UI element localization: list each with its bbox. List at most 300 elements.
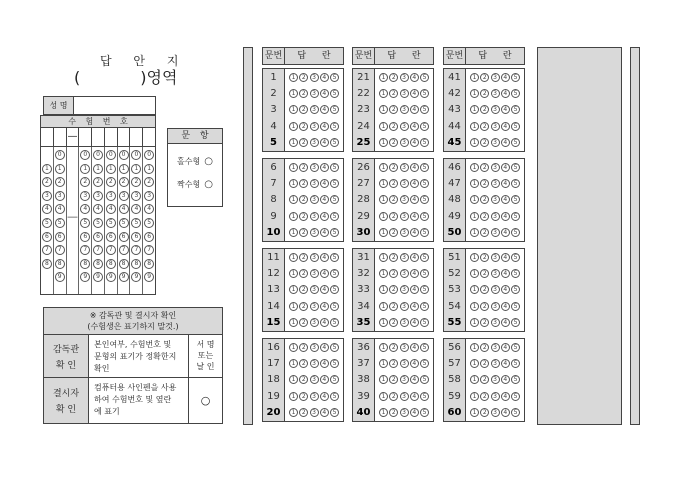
exam-digit-bubble-9[interactable]: 9	[80, 272, 90, 282]
answer-bubble-q34-4[interactable]: 4	[410, 302, 419, 311]
answer-bubble-q47-1[interactable]: 1	[470, 179, 479, 188]
exam-number-digit-cell-7[interactable]	[118, 128, 131, 146]
answer-bubble-q8-5[interactable]: 5	[330, 195, 339, 204]
answer-bubble-q37-5[interactable]: 5	[420, 359, 429, 368]
answer-bubble-q36-2[interactable]: 2	[389, 343, 398, 352]
answer-bubble-q48-5[interactable]: 5	[511, 195, 520, 204]
exam-digit-bubble-0[interactable]: 0	[80, 150, 90, 160]
answer-bubble-q10-5[interactable]: 5	[330, 228, 339, 237]
answer-bubble-q4-2[interactable]: 2	[299, 122, 308, 131]
answer-bubble-q37-3[interactable]: 3	[400, 359, 409, 368]
answer-bubble-q40-4[interactable]: 4	[410, 408, 419, 417]
answer-bubble-q37-2[interactable]: 2	[389, 359, 398, 368]
answer-bubble-q10-1[interactable]: 1	[289, 228, 298, 237]
answer-bubble-q29-3[interactable]: 3	[400, 212, 409, 221]
exam-digit-bubble-3[interactable]: 3	[106, 191, 116, 201]
answer-bubble-q43-5[interactable]: 5	[511, 105, 520, 114]
answer-bubble-q29-5[interactable]: 5	[420, 212, 429, 221]
answer-bubble-q11-4[interactable]: 4	[320, 253, 329, 262]
exam-digit-bubble-2[interactable]: 2	[42, 177, 52, 187]
answer-bubble-q52-5[interactable]: 5	[511, 269, 520, 278]
answer-bubble-q5-3[interactable]: 3	[310, 138, 319, 147]
answer-bubble-q53-3[interactable]: 3	[491, 285, 500, 294]
answer-bubble-q5-2[interactable]: 2	[299, 138, 308, 147]
answer-bubble-q58-4[interactable]: 4	[501, 375, 510, 384]
answer-bubble-q15-2[interactable]: 2	[299, 318, 308, 327]
answer-bubble-q3-3[interactable]: 3	[310, 105, 319, 114]
answer-bubble-q39-3[interactable]: 3	[400, 392, 409, 401]
answer-bubble-q31-2[interactable]: 2	[389, 253, 398, 262]
answer-bubble-q26-1[interactable]: 1	[379, 163, 388, 172]
answer-bubble-q58-2[interactable]: 2	[480, 375, 489, 384]
answer-bubble-q23-3[interactable]: 3	[400, 105, 409, 114]
answer-bubble-q4-1[interactable]: 1	[289, 122, 298, 131]
exam-digit-bubble-1[interactable]: 1	[144, 164, 154, 174]
answer-bubble-q3-1[interactable]: 1	[289, 105, 298, 114]
answer-bubble-q39-1[interactable]: 1	[379, 392, 388, 401]
answer-bubble-q51-2[interactable]: 2	[480, 253, 489, 262]
exam-digit-bubble-5[interactable]: 5	[93, 218, 103, 228]
answer-bubble-q30-2[interactable]: 2	[389, 228, 398, 237]
answer-bubble-q35-3[interactable]: 3	[400, 318, 409, 327]
answer-bubble-q37-1[interactable]: 1	[379, 359, 388, 368]
exam-digit-bubble-0[interactable]: 0	[131, 150, 141, 160]
answer-bubble-q34-2[interactable]: 2	[389, 302, 398, 311]
answer-bubble-q57-3[interactable]: 3	[491, 359, 500, 368]
answer-bubble-q50-4[interactable]: 4	[501, 228, 510, 237]
answer-bubble-q43-2[interactable]: 2	[480, 105, 489, 114]
answer-bubble-q24-4[interactable]: 4	[410, 122, 419, 131]
answer-bubble-q51-5[interactable]: 5	[511, 253, 520, 262]
answer-bubble-q23-5[interactable]: 5	[420, 105, 429, 114]
answer-bubble-q47-3[interactable]: 3	[491, 179, 500, 188]
answer-bubble-q31-4[interactable]: 4	[410, 253, 419, 262]
exam-digit-bubble-2[interactable]: 2	[55, 177, 65, 187]
answer-bubble-q8-1[interactable]: 1	[289, 195, 298, 204]
answer-bubble-q56-5[interactable]: 5	[511, 343, 520, 352]
answer-bubble-q33-4[interactable]: 4	[410, 285, 419, 294]
exam-digit-bubble-9[interactable]: 9	[119, 272, 129, 282]
answer-bubble-q20-1[interactable]: 1	[289, 408, 298, 417]
answer-bubble-q16-4[interactable]: 4	[320, 343, 329, 352]
answer-bubble-q11-2[interactable]: 2	[299, 253, 308, 262]
exam-number-digit-cell-2[interactable]	[54, 128, 67, 146]
answer-bubble-q43-3[interactable]: 3	[491, 105, 500, 114]
answer-bubble-q49-2[interactable]: 2	[480, 212, 489, 221]
exam-digit-bubble-5[interactable]: 5	[80, 218, 90, 228]
answer-bubble-q56-1[interactable]: 1	[470, 343, 479, 352]
answer-bubble-q52-2[interactable]: 2	[480, 269, 489, 278]
answer-bubble-q33-3[interactable]: 3	[400, 285, 409, 294]
answer-bubble-q15-5[interactable]: 5	[330, 318, 339, 327]
answer-bubble-q16-3[interactable]: 3	[310, 343, 319, 352]
exam-number-digit-cell-9[interactable]	[143, 128, 155, 146]
answer-bubble-q22-1[interactable]: 1	[379, 89, 388, 98]
answer-bubble-q27-2[interactable]: 2	[389, 179, 398, 188]
answer-bubble-q21-5[interactable]: 5	[420, 73, 429, 82]
exam-digit-bubble-2[interactable]: 2	[80, 177, 90, 187]
answer-bubble-q13-4[interactable]: 4	[320, 285, 329, 294]
answer-bubble-q40-3[interactable]: 3	[400, 408, 409, 417]
answer-bubble-q50-5[interactable]: 5	[511, 228, 520, 237]
answer-bubble-q23-1[interactable]: 1	[379, 105, 388, 114]
answer-bubble-q40-5[interactable]: 5	[420, 408, 429, 417]
exam-digit-bubble-3[interactable]: 3	[80, 191, 90, 201]
exam-digit-bubble-1[interactable]: 1	[106, 164, 116, 174]
answer-bubble-q17-5[interactable]: 5	[330, 359, 339, 368]
answer-bubble-q17-4[interactable]: 4	[320, 359, 329, 368]
exam-digit-bubble-5[interactable]: 5	[55, 218, 65, 228]
answer-bubble-q59-4[interactable]: 4	[501, 392, 510, 401]
answer-bubble-q47-2[interactable]: 2	[480, 179, 489, 188]
answer-bubble-q16-1[interactable]: 1	[289, 343, 298, 352]
answer-bubble-q21-4[interactable]: 4	[410, 73, 419, 82]
answer-bubble-q2-3[interactable]: 3	[310, 89, 319, 98]
answer-bubble-q54-2[interactable]: 2	[480, 302, 489, 311]
answer-bubble-q60-1[interactable]: 1	[470, 408, 479, 417]
exam-digit-bubble-8[interactable]: 8	[93, 259, 103, 269]
answer-bubble-q2-4[interactable]: 4	[320, 89, 329, 98]
answer-bubble-q10-3[interactable]: 3	[310, 228, 319, 237]
answer-bubble-q26-3[interactable]: 3	[400, 163, 409, 172]
answer-bubble-q60-2[interactable]: 2	[480, 408, 489, 417]
answer-bubble-q1-2[interactable]: 2	[299, 73, 308, 82]
answer-bubble-q59-5[interactable]: 5	[511, 392, 520, 401]
exam-digit-bubble-2[interactable]: 2	[144, 177, 154, 187]
answer-bubble-q45-2[interactable]: 2	[480, 138, 489, 147]
answer-bubble-q60-5[interactable]: 5	[511, 408, 520, 417]
answer-bubble-q56-2[interactable]: 2	[480, 343, 489, 352]
exam-digit-bubble-5[interactable]: 5	[119, 218, 129, 228]
answer-bubble-q5-1[interactable]: 1	[289, 138, 298, 147]
answer-bubble-q45-3[interactable]: 3	[491, 138, 500, 147]
answer-bubble-q25-3[interactable]: 3	[400, 138, 409, 147]
answer-bubble-q53-1[interactable]: 1	[470, 285, 479, 294]
exam-digit-bubble-3[interactable]: 3	[42, 191, 52, 201]
exam-digit-bubble-0[interactable]: 0	[93, 150, 103, 160]
answer-bubble-q11-1[interactable]: 1	[289, 253, 298, 262]
answer-bubble-q56-4[interactable]: 4	[501, 343, 510, 352]
answer-bubble-q42-2[interactable]: 2	[480, 89, 489, 98]
exam-digit-bubble-6[interactable]: 6	[131, 232, 141, 242]
answer-bubble-q38-1[interactable]: 1	[379, 375, 388, 384]
exam-digit-bubble-2[interactable]: 2	[119, 177, 129, 187]
answer-bubble-q33-2[interactable]: 2	[389, 285, 398, 294]
answer-bubble-q33-5[interactable]: 5	[420, 285, 429, 294]
answer-bubble-q38-2[interactable]: 2	[389, 375, 398, 384]
answer-bubble-q21-3[interactable]: 3	[400, 73, 409, 82]
answer-bubble-q47-4[interactable]: 4	[501, 179, 510, 188]
answer-bubble-q57-5[interactable]: 5	[511, 359, 520, 368]
answer-bubble-q21-2[interactable]: 2	[389, 73, 398, 82]
answer-bubble-q7-5[interactable]: 5	[330, 179, 339, 188]
answer-bubble-q6-2[interactable]: 2	[299, 163, 308, 172]
exam-digit-bubble-8[interactable]: 8	[55, 259, 65, 269]
answer-bubble-q15-3[interactable]: 3	[310, 318, 319, 327]
answer-bubble-q4-3[interactable]: 3	[310, 122, 319, 131]
answer-bubble-q9-4[interactable]: 4	[320, 212, 329, 221]
answer-bubble-q50-3[interactable]: 3	[491, 228, 500, 237]
answer-bubble-q48-2[interactable]: 2	[480, 195, 489, 204]
answer-bubble-q35-5[interactable]: 5	[420, 318, 429, 327]
answer-bubble-q55-3[interactable]: 3	[491, 318, 500, 327]
answer-bubble-q8-3[interactable]: 3	[310, 195, 319, 204]
answer-bubble-q49-1[interactable]: 1	[470, 212, 479, 221]
answer-bubble-q4-5[interactable]: 5	[330, 122, 339, 131]
exam-digit-bubble-7[interactable]: 7	[80, 245, 90, 255]
answer-bubble-q51-4[interactable]: 4	[501, 253, 510, 262]
answer-bubble-q55-5[interactable]: 5	[511, 318, 520, 327]
answer-bubble-q23-2[interactable]: 2	[389, 105, 398, 114]
exam-digit-bubble-6[interactable]: 6	[55, 232, 65, 242]
exam-number-digit-cell-1[interactable]	[41, 128, 54, 146]
answer-bubble-q13-3[interactable]: 3	[310, 285, 319, 294]
answer-bubble-q9-3[interactable]: 3	[310, 212, 319, 221]
answer-bubble-q20-5[interactable]: 5	[330, 408, 339, 417]
exam-number-digit-cell-4[interactable]	[79, 128, 92, 146]
answer-bubble-q28-5[interactable]: 5	[420, 195, 429, 204]
answer-bubble-q22-4[interactable]: 4	[410, 89, 419, 98]
answer-bubble-q44-1[interactable]: 1	[470, 122, 479, 131]
answer-bubble-q48-3[interactable]: 3	[491, 195, 500, 204]
exam-digit-bubble-6[interactable]: 6	[42, 232, 52, 242]
exam-digit-bubble-7[interactable]: 7	[93, 245, 103, 255]
answer-bubble-q9-1[interactable]: 1	[289, 212, 298, 221]
answer-bubble-q32-3[interactable]: 3	[400, 269, 409, 278]
exam-digit-bubble-7[interactable]: 7	[106, 245, 116, 255]
answer-bubble-q53-5[interactable]: 5	[511, 285, 520, 294]
answer-bubble-q28-3[interactable]: 3	[400, 195, 409, 204]
answer-bubble-q26-2[interactable]: 2	[389, 163, 398, 172]
answer-bubble-q33-1[interactable]: 1	[379, 285, 388, 294]
answer-bubble-q60-3[interactable]: 3	[491, 408, 500, 417]
answer-bubble-q58-5[interactable]: 5	[511, 375, 520, 384]
answer-bubble-q44-2[interactable]: 2	[480, 122, 489, 131]
exam-digit-bubble-4[interactable]: 4	[42, 204, 52, 214]
answer-bubble-q59-2[interactable]: 2	[480, 392, 489, 401]
answer-bubble-q46-3[interactable]: 3	[491, 163, 500, 172]
answer-bubble-q35-1[interactable]: 1	[379, 318, 388, 327]
answer-bubble-q19-5[interactable]: 5	[330, 392, 339, 401]
exam-digit-bubble-3[interactable]: 3	[131, 191, 141, 201]
answer-bubble-q24-3[interactable]: 3	[400, 122, 409, 131]
answer-bubble-q2-1[interactable]: 1	[289, 89, 298, 98]
exam-digit-bubble-9[interactable]: 9	[93, 272, 103, 282]
answer-bubble-q20-4[interactable]: 4	[320, 408, 329, 417]
exam-digit-bubble-0[interactable]: 0	[144, 150, 154, 160]
name-input[interactable]	[74, 97, 155, 114]
answer-bubble-q6-1[interactable]: 1	[289, 163, 298, 172]
exam-digit-bubble-6[interactable]: 6	[93, 232, 103, 242]
answer-bubble-q45-5[interactable]: 5	[511, 138, 520, 147]
exam-digit-bubble-3[interactable]: 3	[144, 191, 154, 201]
answer-bubble-q41-3[interactable]: 3	[491, 73, 500, 82]
answer-bubble-q31-1[interactable]: 1	[379, 253, 388, 262]
answer-bubble-q35-2[interactable]: 2	[389, 318, 398, 327]
answer-bubble-q57-2[interactable]: 2	[480, 359, 489, 368]
answer-bubble-q58-3[interactable]: 3	[491, 375, 500, 384]
answer-bubble-q40-2[interactable]: 2	[389, 408, 398, 417]
answer-bubble-q27-5[interactable]: 5	[420, 179, 429, 188]
answer-bubble-q44-5[interactable]: 5	[511, 122, 520, 131]
answer-bubble-q14-1[interactable]: 1	[289, 302, 298, 311]
answer-bubble-q48-1[interactable]: 1	[470, 195, 479, 204]
answer-bubble-q14-2[interactable]: 2	[299, 302, 308, 311]
answer-bubble-q40-1[interactable]: 1	[379, 408, 388, 417]
exam-digit-bubble-5[interactable]: 5	[106, 218, 116, 228]
answer-bubble-q49-4[interactable]: 4	[501, 212, 510, 221]
answer-bubble-q6-4[interactable]: 4	[320, 163, 329, 172]
answer-bubble-q53-4[interactable]: 4	[501, 285, 510, 294]
answer-bubble-q49-5[interactable]: 5	[511, 212, 520, 221]
answer-bubble-q32-4[interactable]: 4	[410, 269, 419, 278]
exam-digit-bubble-7[interactable]: 7	[42, 245, 52, 255]
answer-bubble-q36-4[interactable]: 4	[410, 343, 419, 352]
answer-bubble-q12-5[interactable]: 5	[330, 269, 339, 278]
exam-digit-bubble-1[interactable]: 1	[80, 164, 90, 174]
answer-bubble-q18-1[interactable]: 1	[289, 375, 298, 384]
answer-bubble-q38-4[interactable]: 4	[410, 375, 419, 384]
answer-bubble-q24-5[interactable]: 5	[420, 122, 429, 131]
answer-bubble-q24-2[interactable]: 2	[389, 122, 398, 131]
answer-bubble-q25-2[interactable]: 2	[389, 138, 398, 147]
answer-bubble-q42-5[interactable]: 5	[511, 89, 520, 98]
exam-digit-bubble-1[interactable]: 1	[42, 164, 52, 174]
answer-bubble-q17-3[interactable]: 3	[310, 359, 319, 368]
answer-bubble-q50-2[interactable]: 2	[480, 228, 489, 237]
exam-digit-bubble-8[interactable]: 8	[106, 259, 116, 269]
answer-bubble-q5-4[interactable]: 4	[320, 138, 329, 147]
answer-bubble-q28-1[interactable]: 1	[379, 195, 388, 204]
exam-digit-bubble-5[interactable]: 5	[42, 218, 52, 228]
answer-bubble-q38-5[interactable]: 5	[420, 375, 429, 384]
answer-bubble-q29-4[interactable]: 4	[410, 212, 419, 221]
answer-bubble-q13-2[interactable]: 2	[299, 285, 308, 294]
exam-digit-bubble-8[interactable]: 8	[119, 259, 129, 269]
exam-digit-bubble-3[interactable]: 3	[93, 191, 103, 201]
exam-digit-bubble-5[interactable]: 5	[144, 218, 154, 228]
confirm-row-sign-cell[interactable]	[189, 378, 222, 423]
answer-bubble-q46-1[interactable]: 1	[470, 163, 479, 172]
exam-digit-bubble-2[interactable]: 2	[93, 177, 103, 187]
exam-digit-bubble-6[interactable]: 6	[144, 232, 154, 242]
answer-bubble-q30-5[interactable]: 5	[420, 228, 429, 237]
answer-bubble-q55-1[interactable]: 1	[470, 318, 479, 327]
exam-digit-bubble-8[interactable]: 8	[42, 259, 52, 269]
answer-bubble-q55-2[interactable]: 2	[480, 318, 489, 327]
answer-bubble-q57-4[interactable]: 4	[501, 359, 510, 368]
answer-bubble-q41-4[interactable]: 4	[501, 73, 510, 82]
answer-bubble-q19-1[interactable]: 1	[289, 392, 298, 401]
answer-bubble-q42-3[interactable]: 3	[491, 89, 500, 98]
answer-bubble-q51-3[interactable]: 3	[491, 253, 500, 262]
answer-bubble-q1-3[interactable]: 3	[310, 73, 319, 82]
answer-bubble-q22-2[interactable]: 2	[389, 89, 398, 98]
answer-bubble-q7-1[interactable]: 1	[289, 179, 298, 188]
exam-digit-bubble-7[interactable]: 7	[119, 245, 129, 255]
answer-bubble-q17-1[interactable]: 1	[289, 359, 298, 368]
exam-digit-bubble-8[interactable]: 8	[131, 259, 141, 269]
exam-number-digit-cell-6[interactable]	[105, 128, 118, 146]
answer-bubble-q28-4[interactable]: 4	[410, 195, 419, 204]
answer-bubble-q12-2[interactable]: 2	[299, 269, 308, 278]
answer-bubble-q54-5[interactable]: 5	[511, 302, 520, 311]
answer-bubble-q15-4[interactable]: 4	[320, 318, 329, 327]
answer-bubble-q19-4[interactable]: 4	[320, 392, 329, 401]
answer-bubble-q15-1[interactable]: 1	[289, 318, 298, 327]
answer-bubble-q25-5[interactable]: 5	[420, 138, 429, 147]
answer-bubble-q53-2[interactable]: 2	[480, 285, 489, 294]
exam-digit-bubble-4[interactable]: 4	[144, 204, 154, 214]
answer-bubble-q41-5[interactable]: 5	[511, 73, 520, 82]
answer-bubble-q12-4[interactable]: 4	[320, 269, 329, 278]
exam-number-digit-cell-3[interactable]: —	[67, 128, 80, 146]
answer-bubble-q12-3[interactable]: 3	[310, 269, 319, 278]
answer-bubble-q44-3[interactable]: 3	[491, 122, 500, 131]
answer-bubble-q6-5[interactable]: 5	[330, 163, 339, 172]
exam-digit-bubble-8[interactable]: 8	[80, 259, 90, 269]
answer-bubble-q39-4[interactable]: 4	[410, 392, 419, 401]
answer-bubble-q43-4[interactable]: 4	[501, 105, 510, 114]
answer-bubble-q18-3[interactable]: 3	[310, 375, 319, 384]
answer-bubble-q20-2[interactable]: 2	[299, 408, 308, 417]
answer-bubble-q23-4[interactable]: 4	[410, 105, 419, 114]
exam-digit-bubble-6[interactable]: 6	[106, 232, 116, 242]
answer-bubble-q25-4[interactable]: 4	[410, 138, 419, 147]
answer-bubble-q38-3[interactable]: 3	[400, 375, 409, 384]
answer-bubble-q29-1[interactable]: 1	[379, 212, 388, 221]
answer-bubble-q13-1[interactable]: 1	[289, 285, 298, 294]
answer-bubble-q30-3[interactable]: 3	[400, 228, 409, 237]
question-type-bubble[interactable]: ○	[204, 155, 213, 167]
answer-bubble-q39-5[interactable]: 5	[420, 392, 429, 401]
exam-digit-bubble-7[interactable]: 7	[131, 245, 141, 255]
exam-digit-bubble-7[interactable]: 7	[144, 245, 154, 255]
answer-bubble-q30-1[interactable]: 1	[379, 228, 388, 237]
exam-digit-bubble-1[interactable]: 1	[131, 164, 141, 174]
exam-digit-bubble-0[interactable]: 0	[106, 150, 116, 160]
answer-bubble-q37-4[interactable]: 4	[410, 359, 419, 368]
absentee-mark-bubble[interactable]: ○	[200, 393, 211, 407]
answer-bubble-q19-3[interactable]: 3	[310, 392, 319, 401]
answer-bubble-q12-1[interactable]: 1	[289, 269, 298, 278]
answer-bubble-q56-3[interactable]: 3	[491, 343, 500, 352]
answer-bubble-q22-3[interactable]: 3	[400, 89, 409, 98]
answer-bubble-q44-4[interactable]: 4	[501, 122, 510, 131]
answer-bubble-q24-1[interactable]: 1	[379, 122, 388, 131]
exam-digit-bubble-4[interactable]: 4	[93, 204, 103, 214]
exam-digit-bubble-6[interactable]: 6	[80, 232, 90, 242]
exam-digit-bubble-9[interactable]: 9	[131, 272, 141, 282]
answer-bubble-q16-2[interactable]: 2	[299, 343, 308, 352]
exam-digit-bubble-9[interactable]: 9	[106, 272, 116, 282]
answer-bubble-q27-1[interactable]: 1	[379, 179, 388, 188]
answer-bubble-q46-5[interactable]: 5	[511, 163, 520, 172]
answer-bubble-q54-1[interactable]: 1	[470, 302, 479, 311]
answer-bubble-q31-5[interactable]: 5	[420, 253, 429, 262]
answer-bubble-q32-1[interactable]: 1	[379, 269, 388, 278]
answer-bubble-q34-5[interactable]: 5	[420, 302, 429, 311]
answer-bubble-q29-2[interactable]: 2	[389, 212, 398, 221]
answer-bubble-q26-5[interactable]: 5	[420, 163, 429, 172]
answer-bubble-q51-1[interactable]: 1	[470, 253, 479, 262]
exam-number-digit-cell-8[interactable]	[130, 128, 143, 146]
answer-bubble-q1-5[interactable]: 5	[330, 73, 339, 82]
answer-bubble-q19-2[interactable]: 2	[299, 392, 308, 401]
answer-bubble-q60-4[interactable]: 4	[501, 408, 510, 417]
exam-digit-bubble-0[interactable]: 0	[119, 150, 129, 160]
exam-digit-bubble-6[interactable]: 6	[119, 232, 129, 242]
